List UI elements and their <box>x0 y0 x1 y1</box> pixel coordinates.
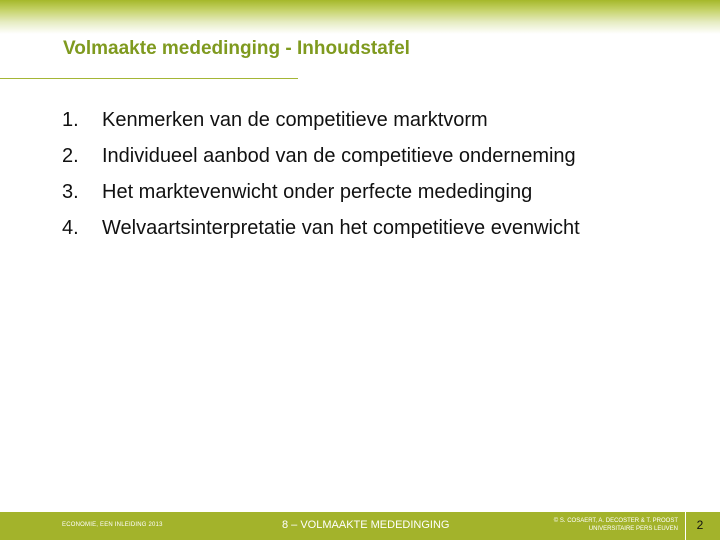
footer-copyright-publisher: UNIVERSITAIRE PERS LEUVEN <box>588 526 678 532</box>
agenda-item <box>62 102 580 138</box>
agenda-item-text: Het marktevenwicht onder perfecte mededinging <box>102 181 533 203</box>
agenda-item <box>62 210 580 246</box>
footer-copyright <box>530 517 678 533</box>
agenda-list <box>62 102 580 246</box>
agenda-item <box>62 138 580 174</box>
footer-bar <box>0 512 720 540</box>
agenda-item-text: Welvaartsinterpretatie van het competitieve evenwicht <box>102 217 580 239</box>
footer-divider <box>685 512 686 540</box>
slide-title: Volmaakte mededinging - Inhoudstafel <box>63 38 410 59</box>
agenda-item-number: 2. <box>62 145 79 167</box>
top-gradient-band <box>0 0 720 34</box>
agenda-item-number: 1. <box>62 109 79 131</box>
agenda-item-text: Kenmerken van de competitieve marktvorm <box>102 109 488 131</box>
footer-copyright-authors: © S. COSAERT, A. DECOSTER & T. PROOST <box>553 518 678 524</box>
agenda-item <box>62 174 580 210</box>
footer-book-title: ECONOMIE, EEN INLEIDING 2013 <box>62 522 163 528</box>
title-underline <box>0 78 298 79</box>
agenda-item-number: 4. <box>62 217 79 239</box>
page-number: 2 <box>696 518 704 532</box>
agenda-item-number: 3. <box>62 181 79 203</box>
agenda-item-text: Individueel aanbod van de competitieve onderneming <box>102 145 576 167</box>
footer-chapter: 8 – VOLMAAKTE MEDEDINGING <box>282 519 450 531</box>
